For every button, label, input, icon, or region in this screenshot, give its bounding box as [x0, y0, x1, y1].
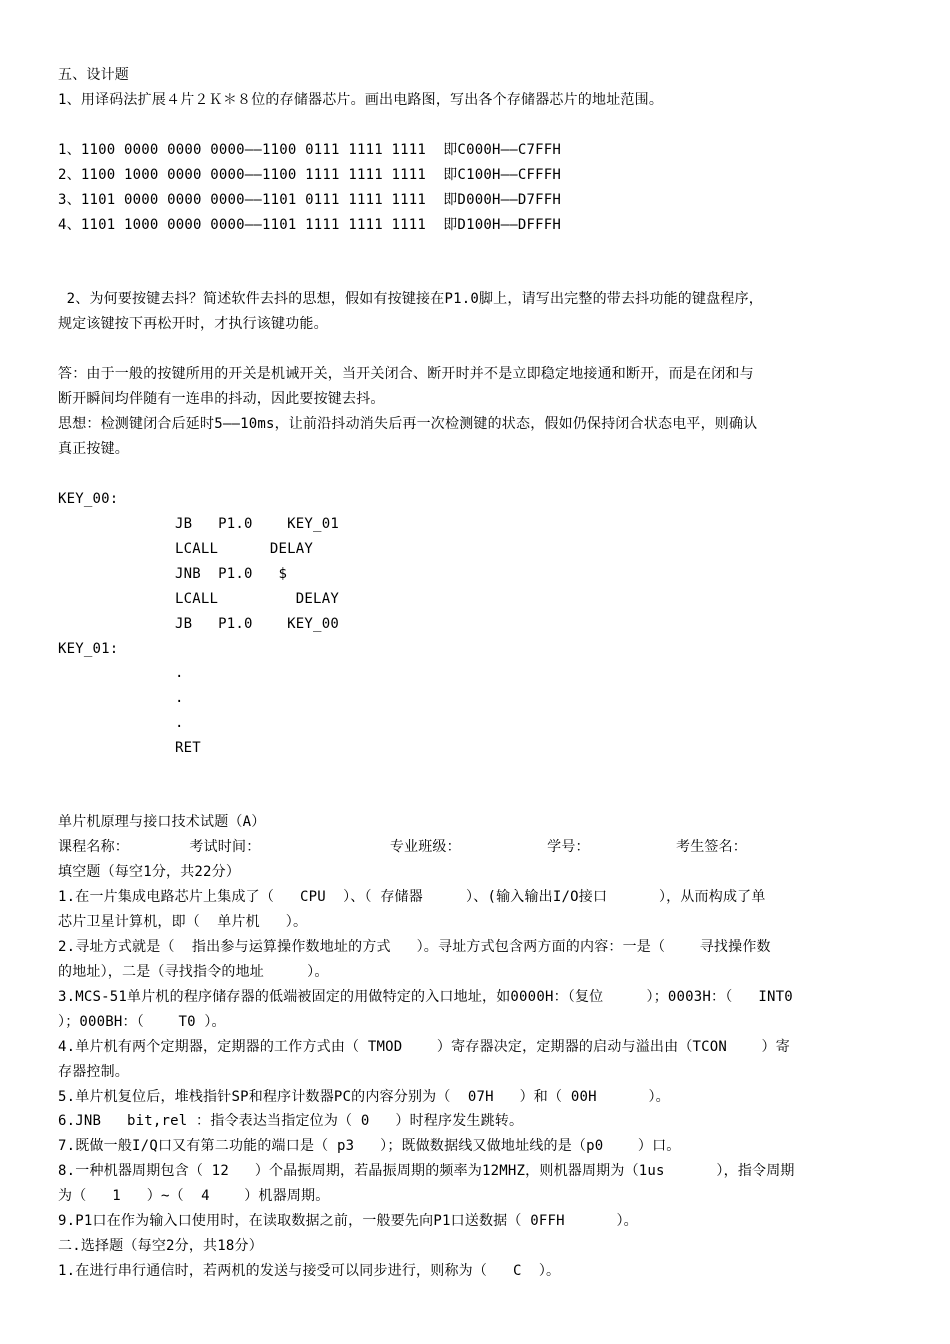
code-line: JB P1.0 KEY_00: [175, 616, 339, 632]
code-line: LCALL DELAY: [175, 591, 339, 607]
fill-item: 芯片卫星计算机，即（ 单片机 ）。: [58, 914, 308, 930]
code-ellipsis-dot: .: [175, 690, 184, 706]
fill-item: 9.P1口在作为输入口使用时，在读取数据之前，一般要先向P1口送数据（ 0FFH ）。: [58, 1213, 638, 1229]
address-range-1: 1、1100 0000 0000 0000——1100 0111 1111 1111 即C000H——C7FFH: [58, 142, 561, 158]
code-line: JB P1.0 KEY_01: [175, 516, 339, 532]
address-range-3: 3、1101 0000 0000 0000——1101 0111 1111 1111 即D000H——D7FFH: [58, 192, 561, 208]
fill-item: ）；000BH：（ T0 ）。: [58, 1014, 226, 1030]
answer-line-2: 断开瞬间均伴随有一连串的抖动，因此要按键去抖。: [58, 391, 385, 407]
question-2-line-1: 2、为何要按键去抖？简述软件去抖的思想，假如有按键接在P1.0脚上，请写出完整的带去抖功能的键盘程序，: [58, 291, 763, 307]
exam-header-fields: 课程名称： 考试时间： 专业班级： 学号： 考生签名：: [58, 839, 748, 855]
code-label-key00: KEY_00:: [58, 491, 119, 507]
fill-item: 5.单片机复位后，堆栈指针SP和程序计数器PC的内容分别为（ 07H ）和（ 00H ）。: [58, 1089, 670, 1105]
fill-item: 6.JNB bit,rel ：指令表达当指定位为（ 0 ）时程序发生跳转。: [58, 1113, 524, 1129]
fill-item: 8.一种机器周期包含（ 12 ）个晶振周期，若晶振周期的频率为12MHZ，则机器周期为（1us ），指令周期: [58, 1163, 795, 1179]
idea-line-1: 思想：检测键闭合后延时5——10ms，让前沿抖动消失后再一次检测键的状态，假如仍保持闭合状态电平，则确认: [58, 416, 758, 432]
fill-item: 4.单片机有两个定期器，定期器的工作方式由（ TMOD ）寄存器决定，定期器的启动与溢出由（TCON ）寄: [58, 1039, 790, 1055]
fill-item: 3.MCS-51单片机的程序储存器的低端被固定的用做特定的入口地址，如0000H：（复位 ）；0003H：（ INT0: [58, 989, 793, 1005]
exam-title: 单片机原理与接口技术试题（A）: [58, 814, 266, 830]
code-line: JNB P1.0 $: [175, 566, 288, 582]
code-ret: RET: [175, 740, 201, 756]
idea-line-2: 真正按键。: [58, 441, 129, 457]
fill-item: 存器控制。: [58, 1064, 129, 1080]
answer-line-1: 答：由于一般的按键所用的开关是机诫开关，当开关闭合、断开时并不是立即稳定地接通和断开，而是在闭和与: [58, 366, 754, 382]
question-1: 1、用译码法扩展４片２Ｋ＊８位的存储器芯片。画出电路图，写出各个存储器芯片的地址范围。: [58, 92, 664, 108]
choice-heading: 二.选择题（每空2分，共18分）: [58, 1238, 263, 1254]
fill-item: 2.寻址方式就是（ 指出参与运算操作数地址的方式 ）。寻址方式包含两方面的内容：一是（ 寻找操作数: [58, 939, 771, 955]
section-heading: 五、设计题: [58, 67, 129, 83]
fill-item: 1.在一片集成电路芯片上集成了（ CPU ）、（ 存储器 ）、(输入输出I/O接口 ），从而构成了单: [58, 889, 766, 905]
fill-item: 的地址），二是（寻找指令的地址 ）。: [58, 964, 329, 980]
choice-item: 1.在进行串行通信时，若两机的发送与接受可以同步进行，则称为（ C ）。: [58, 1263, 561, 1279]
code-ellipsis-dot: .: [175, 665, 184, 681]
code-label-key01: KEY_01:: [58, 641, 119, 657]
code-ellipsis-dot: .: [175, 715, 184, 731]
address-range-2: 2、1100 1000 0000 0000——1100 1111 1111 1111 即C100H——CFFFH: [58, 167, 561, 183]
fill-heading: 填空题（每空1分，共22分）: [58, 864, 241, 880]
fill-item: 7.既做一般I/Q口又有第二功能的端口是（ p3 ）；既做数据线又做地址线的是（p0 ）口。: [58, 1138, 681, 1154]
question-2-line-2: 规定该键按下再松开时，才执行该键功能。: [58, 316, 328, 332]
address-range-4: 4、1101 1000 0000 0000——1101 1111 1111 1111 即D100H——DFFFH: [58, 217, 561, 233]
code-line: LCALL DELAY: [175, 541, 314, 557]
fill-item: 为（ 1 ）~（ 4 ）机器周期。: [58, 1188, 330, 1204]
